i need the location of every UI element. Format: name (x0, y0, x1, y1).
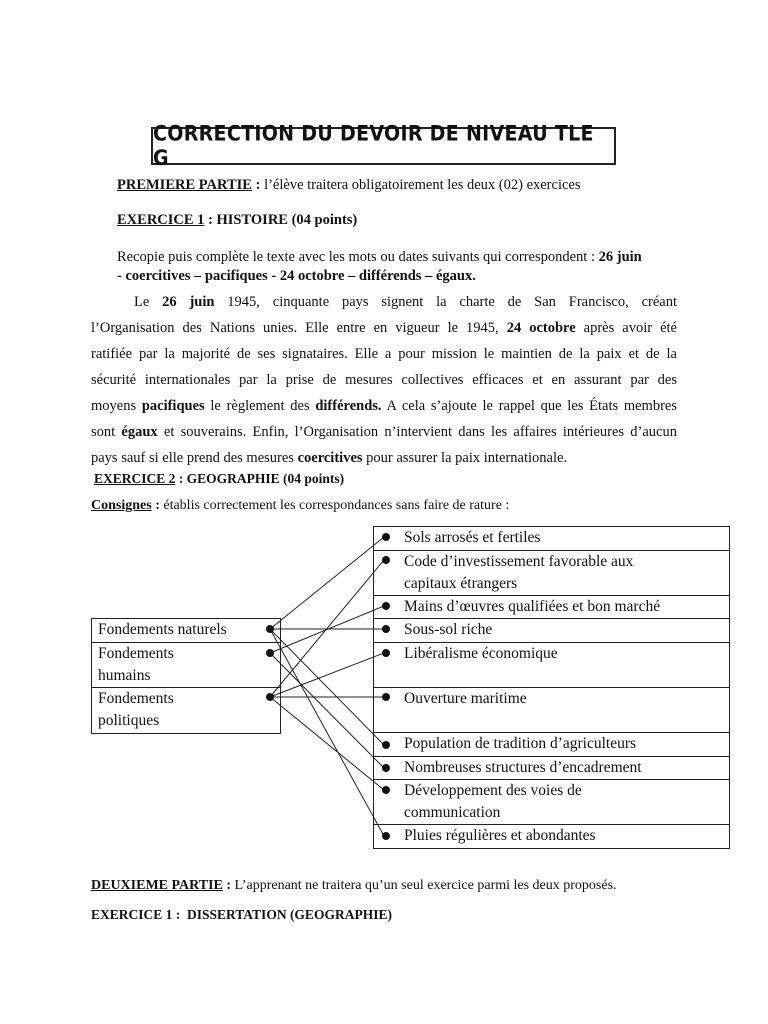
consignes-sep: : (151, 498, 164, 513)
para-line-4: sécurité internationales par la prise de mesures collectives efficaces et en assurant par des (91, 372, 677, 388)
dot-right-9 (382, 786, 390, 794)
ex2-rest: : GEOGRAPHIE (04 points) (175, 471, 345, 486)
ex2-label: EXERCICE 2 (94, 471, 176, 486)
instr-line2: - coercitives – pacifiques - 24 octobre – différends – égaux. (117, 268, 476, 284)
p2-a: l’Organisation des Nations unies. Elle entre en vigueur le 1945, (91, 320, 507, 336)
right-item-9-l1: Développement des voies de (404, 782, 582, 799)
p1-a: Le (134, 294, 163, 310)
p1-c: 1945, cinquante pays signent la charte de San Francisco, créant (214, 294, 677, 310)
ex1-rest: : HISTOIRE (04 points) (204, 212, 358, 228)
dot-right-1 (382, 533, 390, 541)
p7-c: pour assurer la paix internationale. (362, 450, 568, 466)
dot-right-8 (382, 764, 390, 772)
left-item-2-l1: Fondements (98, 645, 174, 662)
p7-a: pays sauf si elle prend des mesures (91, 450, 298, 466)
p5-d: différends. (315, 398, 382, 414)
p6-c: et souverains. Enfin, l’Organisation n’intervient dans les affaires intérieures d’aucun (157, 424, 677, 440)
right-item-2-l1: Code d’investissement favorable aux (404, 553, 634, 570)
p2-b: 24 octobre (506, 320, 576, 336)
left-item-3-l2: politiques (98, 712, 160, 729)
para-line-3: ratifiée par la majorité de ses signataires. Elle a pour mission le maintien de la paix et de la (91, 346, 677, 362)
part1-label: PREMIERE PARTIE (117, 177, 252, 193)
right-item-8-l1: Nombreuses structures d’encadrement (404, 759, 642, 776)
part1-sep: : (251, 177, 265, 193)
part2-label: DEUXIEME PARTIE (91, 878, 223, 893)
part2-sep: : (222, 878, 235, 893)
right-item-10-l1: Pluies régulières et abondantes (404, 827, 596, 844)
ex1-label: EXERCICE 1 (117, 212, 205, 228)
right-item-5-l1: Libéralisme économique (404, 645, 558, 662)
instr-line1: Recopie puis complète le texte avec les mots ou dates suivants qui correspondent : (117, 249, 599, 265)
part2-text: L’apprenant ne traitera qu’un seul exercice parmi les deux proposés. (234, 878, 617, 893)
right-item-1-l1: Sols arrosés et fertiles (404, 529, 541, 546)
left-item-2-l2: humains (98, 667, 151, 684)
right-item-4-l1: Sous-sol riche (404, 621, 493, 638)
p6-a: sont (91, 424, 122, 440)
p5-a: moyens (91, 398, 142, 414)
right-item-9-l2: communication (404, 804, 501, 821)
link-naturels-sols (270, 537, 384, 629)
dot-right-4 (382, 625, 390, 633)
dot-left-2 (266, 649, 274, 657)
consignes-text: établis correctement les correspondances sans faire de rature : (163, 498, 510, 513)
p2-c: après avoir été (575, 320, 677, 336)
right-item-2-l2: capitaux étrangers (404, 575, 518, 592)
dot-right-10 (382, 832, 390, 840)
p1-b: 26 juin (162, 294, 215, 310)
dot-right-6 (382, 693, 390, 701)
left-item-1-l1: Fondements naturels (98, 621, 227, 638)
p7-b: coercitives (297, 450, 363, 466)
dot-right-3 (382, 602, 390, 610)
document-title: CORRECTION DU DEVOIR DE NIVEAU TLE G (153, 121, 594, 171)
right-item-6-l1: Ouverture maritime (404, 690, 527, 707)
dot-left-3 (266, 693, 274, 701)
right-item-7-l1: Population de tradition d’agriculteurs (404, 735, 637, 752)
p5-c: le règlement des (204, 398, 316, 414)
p5-e: A cela s’ajoute le rappel que les États membres (381, 398, 677, 414)
left-item-3-l1: Fondements (98, 690, 174, 707)
right-item-3-l1: Mains d’œuvres qualifiées et bon marché (404, 598, 661, 615)
dot-right-7 (382, 741, 390, 749)
ex3-heading: EXERCICE 1 : DISSERTATION (GEOGRAPHIE) (91, 907, 392, 922)
consignes-label: Consignes (91, 498, 152, 513)
instr-line1-bold: 26 juin (598, 249, 642, 265)
part2-line (91, 877, 617, 895)
p5-b: pacifiques (141, 398, 205, 414)
part1-text: l’élève traitera obligatoirement les deux (02) exercices (264, 177, 581, 193)
dot-left-1 (266, 625, 274, 633)
p6-b: égaux (121, 424, 158, 440)
dot-right-2 (382, 556, 390, 564)
dot-right-5 (382, 649, 390, 657)
